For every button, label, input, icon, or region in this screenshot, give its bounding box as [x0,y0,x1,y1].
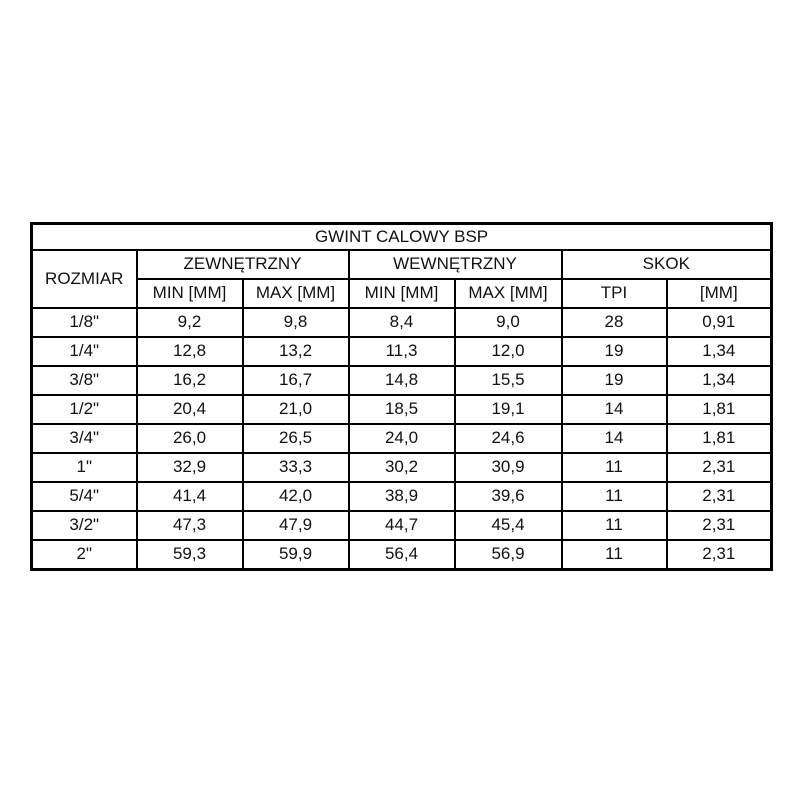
header-zew-min: MIN [MM] [137,279,243,308]
zew-max-cell: 47,9 [243,511,349,540]
table-row [32,424,772,453]
zew-min-cell: 9,2 [137,308,243,337]
zew-max-cell: 42,0 [243,482,349,511]
zew-max-cell: 16,7 [243,366,349,395]
size-cell: 5/4" [32,482,137,511]
wew-min-cell: 44,7 [349,511,455,540]
size-cell: 1" [32,453,137,482]
size-cell: 3/8" [32,366,137,395]
wew-min-cell: 38,9 [349,482,455,511]
tpi-cell: 19 [562,366,667,395]
zew-max-cell: 21,0 [243,395,349,424]
wew-min-cell: 8,4 [349,308,455,337]
table-row [32,511,772,540]
wew-min-cell: 56,4 [349,540,455,570]
size-cell: 1/8" [32,308,137,337]
zew-min-cell: 32,9 [137,453,243,482]
wew-max-cell: 12,0 [455,337,562,366]
header-tpi: TPI [562,279,667,308]
zew-min-cell: 59,3 [137,540,243,570]
header-zew-max: MAX [MM] [243,279,349,308]
table-row [32,366,772,395]
skok-mm-cell: 2,31 [667,511,772,540]
wew-max-cell: 30,9 [455,453,562,482]
wew-min-cell: 14,8 [349,366,455,395]
header-rozmiar: ROZMIAR [32,250,137,308]
bsp-thread-table-container [30,222,770,571]
table-row [32,337,772,366]
tpi-cell: 19 [562,337,667,366]
size-cell: 2" [32,540,137,570]
header-wew-min: MIN [MM] [349,279,455,308]
wew-max-cell: 19,1 [455,395,562,424]
zew-max-cell: 33,3 [243,453,349,482]
zew-max-cell: 59,9 [243,540,349,570]
skok-mm-cell: 2,31 [667,453,772,482]
group-header-row [32,250,772,279]
size-cell: 1/4" [32,337,137,366]
skok-mm-cell: 2,31 [667,482,772,511]
table-row [32,453,772,482]
tpi-cell: 11 [562,511,667,540]
skok-mm-cell: 1,34 [667,337,772,366]
zew-min-cell: 12,8 [137,337,243,366]
table-title: GWINT CALOWY BSP [32,224,772,251]
zew-max-cell: 26,5 [243,424,349,453]
tpi-cell: 11 [562,482,667,511]
sub-header-row [32,279,772,308]
skok-mm-cell: 1,34 [667,366,772,395]
wew-max-cell: 56,9 [455,540,562,570]
wew-max-cell: 9,0 [455,308,562,337]
bsp-thread-table [30,222,773,571]
wew-max-cell: 24,6 [455,424,562,453]
wew-max-cell: 45,4 [455,511,562,540]
header-wew-max: MAX [MM] [455,279,562,308]
wew-max-cell: 15,5 [455,366,562,395]
tpi-cell: 14 [562,395,667,424]
header-skok-mm: [MM] [667,279,772,308]
header-skok: SKOK [562,250,772,279]
wew-min-cell: 11,3 [349,337,455,366]
wew-min-cell: 18,5 [349,395,455,424]
wew-min-cell: 30,2 [349,453,455,482]
zew-min-cell: 47,3 [137,511,243,540]
table-row [32,540,772,570]
skok-mm-cell: 1,81 [667,395,772,424]
wew-min-cell: 24,0 [349,424,455,453]
zew-max-cell: 9,8 [243,308,349,337]
wew-max-cell: 39,6 [455,482,562,511]
zew-min-cell: 20,4 [137,395,243,424]
header-zewnetrzny: ZEWNĘTRZNY [137,250,349,279]
size-cell: 1/2" [32,395,137,424]
table-row [32,482,772,511]
zew-min-cell: 16,2 [137,366,243,395]
tpi-cell: 11 [562,540,667,570]
zew-min-cell: 26,0 [137,424,243,453]
tpi-cell: 14 [562,424,667,453]
skok-mm-cell: 2,31 [667,540,772,570]
header-wewnetrzny: WEWNĘTRZNY [349,250,562,279]
zew-min-cell: 41,4 [137,482,243,511]
table-row [32,308,772,337]
skok-mm-cell: 0,91 [667,308,772,337]
zew-max-cell: 13,2 [243,337,349,366]
tpi-cell: 28 [562,308,667,337]
size-cell: 3/2" [32,511,137,540]
skok-mm-cell: 1,81 [667,424,772,453]
size-cell: 3/4" [32,424,137,453]
table-row [32,395,772,424]
tpi-cell: 11 [562,453,667,482]
table-title-row [32,224,772,251]
